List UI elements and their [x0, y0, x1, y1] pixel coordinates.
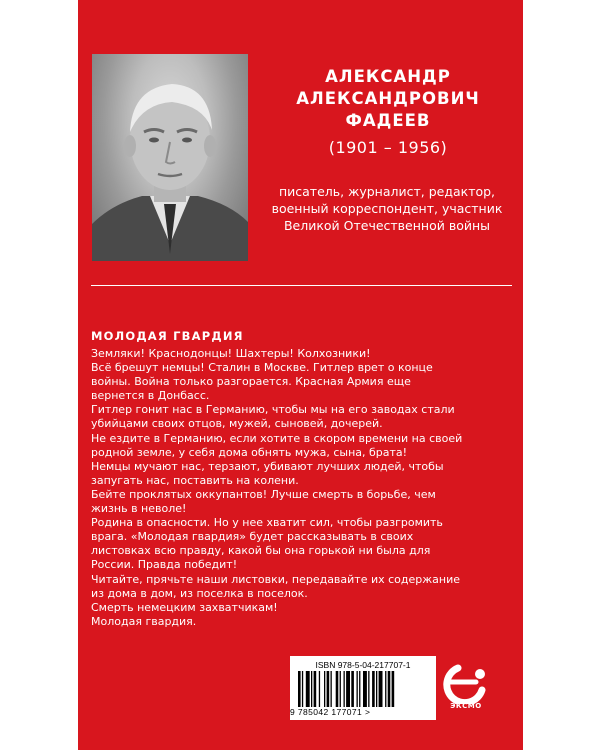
barcode-bar — [306, 671, 310, 707]
barcode-bar — [388, 671, 391, 707]
excerpt-line: войны. Война только разгорается. Красная Армия еще — [91, 375, 411, 389]
excerpt-line: Немцы мучают нас, терзают, убивают лучших людей, чтобы — [91, 459, 444, 473]
divider — [91, 285, 512, 286]
author-name — [263, 66, 513, 132]
barcode-bar — [385, 671, 386, 707]
barcode-bar — [379, 671, 383, 707]
barcode-bar — [311, 671, 312, 707]
author-role-line: военный корреспондент, участник — [271, 201, 503, 216]
publisher-name: ЭКСМО — [450, 702, 482, 710]
ean-digits: 9 785042 177071 > — [290, 707, 371, 717]
barcode-bar — [319, 671, 320, 707]
barcode-bar — [331, 671, 332, 707]
barcode-bar — [363, 671, 367, 707]
excerpt-line: Не ездите в Германию, если хотите в скором времени на своей — [91, 431, 463, 445]
barcode — [290, 656, 436, 720]
barcode-bar — [372, 671, 375, 707]
excerpt-line: запугать нас, поставить на колени. — [91, 473, 299, 487]
author-surname: ФАДЕЕВ — [345, 111, 431, 130]
barcode-bar — [324, 671, 325, 707]
excerpt-line: убийцами своих отцов, мужей, сыновей, дочерей. — [91, 417, 383, 431]
excerpt-text — [91, 347, 516, 629]
barcode-bar — [376, 671, 377, 707]
barcode-bar — [351, 671, 354, 707]
barcode-bar — [298, 671, 301, 707]
barcode-bar — [340, 671, 341, 707]
isbn-label: ISBN 978-5-04-217707-1 — [315, 660, 411, 670]
barcode-bar — [357, 671, 358, 707]
barcode-bar — [346, 671, 350, 707]
excerpt-line: Земляки! Краснодонцы! Шахтеры! Колхозники! — [91, 347, 371, 360]
author-role-line: писатель, журналист, редактор, — [278, 184, 496, 199]
author-photo — [92, 54, 248, 261]
barcode-bar — [327, 671, 330, 707]
excerpt-line: из дома в дом, из поселка в поселок. — [91, 586, 308, 600]
excerpt-line: вернется в Донбасс. — [91, 389, 210, 403]
barcode-bar — [392, 671, 395, 707]
book-title: МОЛОДАЯ ГВАРДИЯ — [91, 329, 244, 343]
excerpt-line: Родина в опасности. Но у нее хватит сил, чтобы разгромить — [91, 516, 443, 530]
excerpt-line: Смерть немецким захватчикам! — [91, 600, 278, 614]
excerpt-line: России. Правда победит! — [91, 558, 238, 572]
excerpt-line: Гитлер гонит нас в Германию, чтобы мы на его заводах стали — [91, 403, 455, 417]
back-cover — [78, 0, 523, 750]
excerpt-line: родной земле, у себя дома обнять мужа, сына, брата! — [91, 445, 408, 459]
barcode-bar — [359, 671, 360, 707]
excerpt-line: жизнь в неволе! — [91, 502, 187, 516]
eksmo-logo-icon — [436, 660, 496, 704]
excerpt-line: листовках всю правду, какой бы она горькой ни была для — [91, 544, 431, 558]
author-role — [256, 183, 518, 234]
author-role-line: Великой Отечественной войны — [283, 218, 491, 233]
excerpt-line: врага. «Молодая гвардия» будет рассказывать в своих — [91, 530, 414, 544]
author-first-name: АЛЕКСАНДР — [325, 67, 451, 86]
barcode-bars — [296, 671, 430, 707]
barcode-bar — [344, 671, 345, 707]
author-years: (1901 – 1956) — [328, 138, 448, 157]
publisher-logo — [436, 660, 496, 720]
barcode-bar — [336, 671, 339, 707]
barcode-bar — [302, 671, 303, 707]
excerpt-line: Молодая гвардия. — [91, 614, 197, 628]
barcode-bar — [314, 671, 317, 707]
author-patronymic: АЛЕКСАНДРОВИЧ — [296, 89, 480, 108]
excerpt-line: Всё брешут немцы! Сталин в Москве. Гитлер врет о конце — [91, 361, 433, 375]
excerpt-line: Читайте, прячьте наши листовки, передавайте их содержание — [91, 572, 461, 586]
barcode-bar — [368, 671, 369, 707]
excerpt-line: Бейте проклятых оккупантов! Лучше смерть в борьбе, чем — [91, 487, 436, 501]
